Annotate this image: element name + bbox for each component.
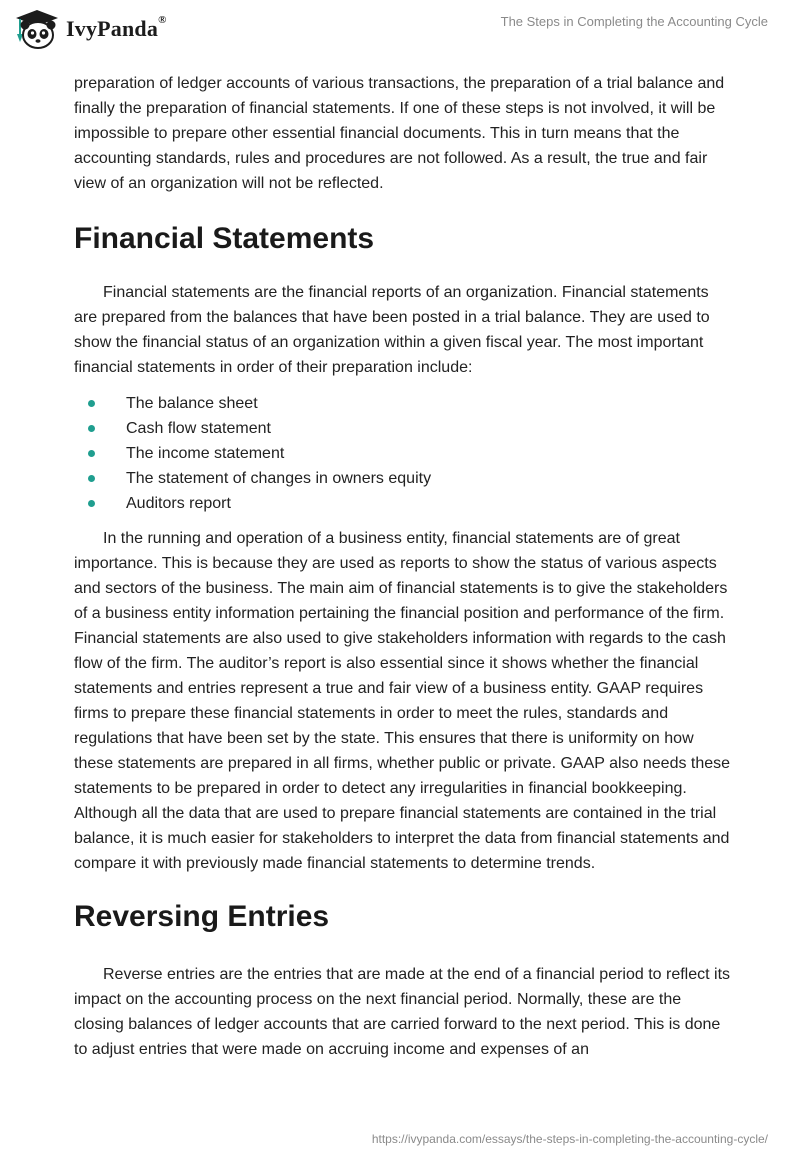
bullet-icon	[88, 400, 95, 407]
section-heading-reversing-entries: Reversing Entries	[74, 900, 330, 933]
reversing-entries-paragraph-1: Reverse entries are the entries that are made at the end of a financial period to reflect its impact on the accounting process on the next financial period. Normally, these are the closing balances of ledger accounts that are carried forward to the next period. This is done to adjust entries that were made on accruing income and expenses of an	[74, 966, 731, 1058]
bullet-icon	[88, 425, 95, 432]
list-item: The income statement	[74, 441, 734, 466]
section-heading-financial-statements: Financial Statements	[74, 222, 375, 255]
bullet-icon	[88, 450, 95, 457]
list-item: Cash flow statement	[74, 416, 734, 441]
logo-wordmark: IvyPanda®	[66, 14, 167, 41]
essay-content	[74, 71, 734, 1062]
page-header	[0, 0, 800, 62]
bullet-icon	[88, 500, 95, 507]
financial-statements-paragraph-2: In the running and operation of a business entity, financial statements are of great importance. This is because they are used as reports to show the status of various aspects and sectors of the business. The main aim of financial statements is to give the stakeholders of a business entity information pertaining the financial position and performance of the firm. Financial statements are also used to give stakeholders information with regards to the cash flow of the firm. The auditor’s report is also essential since it shows whether the financial statements and entries represent a true and fair view of a business entity. GAAP requires firms to prepare these financial statements in order to meet the rules, standards and regulations that have been set by the state. This ensures that there is uniformity on how these statements are prepared in all firms, whether public or private. GAAP also needs these statements to be prepared in order to detect any irregularities in financial bookkeeping. Although all the data that are used to prepare financial statements are contained in the trial balance, it is much easier for stakeholders to interpret the data from financial statements and compare it with previously made financial statements to determine trends.	[74, 530, 731, 872]
list-item: Auditors report	[74, 491, 734, 516]
list-item: The balance sheet	[74, 391, 734, 416]
panda-graduate-icon	[14, 8, 60, 50]
financial-statements-paragraph-1: Financial statements are the financial reports of an organization. Financial statements are prepared from the balances that have been posted in a trial balance. They are used to show the financial status of an organization within a given fiscal year. The most important financial statements in order of their preparation include:	[74, 284, 710, 376]
bullet-icon	[88, 475, 95, 482]
financial-statements-list	[74, 391, 734, 516]
list-item: The statement of changes in owners equity	[74, 466, 734, 491]
document-title: The Steps in Completing the Accounting Cycle	[500, 14, 768, 29]
source-url-link[interactable]: https://ivypanda.com/essays/the-steps-in-completing-the-accounting-cycle/	[371, 1132, 768, 1146]
intro-paragraph: preparation of ledger accounts of various transactions, the preparation of a trial balance and finally the preparation of financial statements. If one of these steps is not involved, it will be impossible to prepare other essential financial documents. This in turn means that the accounting standards, rules and procedures are not followed. As a result, the true and fair view of an organization will not be reflected.	[74, 75, 725, 192]
ivypanda-logo[interactable]	[14, 8, 167, 50]
